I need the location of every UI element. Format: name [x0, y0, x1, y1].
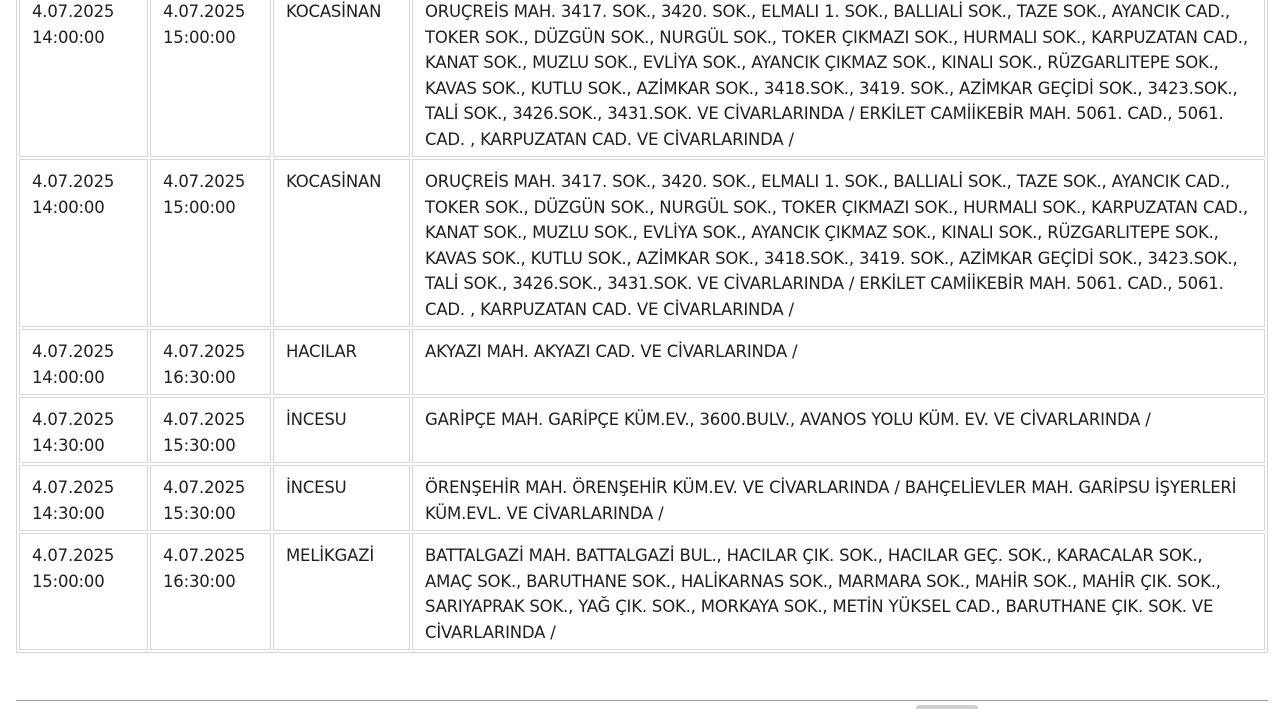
end-cell	[150, 0, 271, 157]
district-cell	[273, 159, 410, 327]
start-cell	[19, 0, 148, 157]
table-row	[19, 397, 1265, 463]
start-cell	[19, 533, 148, 650]
district: KOCASİNAN	[286, 172, 382, 191]
end-cell	[150, 465, 271, 531]
end-time: 15:00:00	[163, 27, 236, 47]
start-cell	[19, 329, 148, 395]
district-cell	[273, 397, 410, 463]
end-date: 4.07.2025	[163, 2, 246, 21]
address-cell	[412, 0, 1265, 157]
district: İNCESU	[286, 410, 347, 429]
end-cell	[150, 159, 271, 327]
start-time: 14:00:00	[32, 27, 105, 47]
table-row	[19, 329, 1265, 395]
address: ORUÇREİS MAH. 3417. SOK., 3420. SOK., ELMALI 1. SOK., BALLIALİ SOK., TAZE SOK., AYANCIK CAD., TOKER SOK., DÜZGÜN SOK., NURGÜL SOK., TOKER ÇIKMAZI SOK., HURMALI SOK., KARPUZATAN CAD., KANAT SOK., MUZLU SOK., EVLİYA SOK., AYANCIK ÇIKMAZ SOK., KINALI SOK., RÜZGARLITEPE SOK., KAVAS SOK., KUTLU SOK., AZİMKAR SOK., 3418.SOK., 3419. SOK., AZİMKAR GEÇİDİ SOK., 3423.SOK., TALİ SOK., 3426.SOK., 3431.SOK. VE CİVARLARINDA / ERKİLET CAMİİKEBİR MAH. 5061. CAD., 5061. CAD. , KARPUZATAN CAD. VE CİVARLARINDA /	[425, 172, 1248, 319]
table-row	[19, 465, 1265, 531]
start-date: 4.07.2025	[32, 478, 115, 497]
address-cell	[412, 159, 1265, 327]
address-cell	[412, 533, 1265, 650]
start-date: 4.07.2025	[32, 410, 115, 429]
address: BATTALGAZİ MAH. BATTALGAZİ BUL., HACILAR ÇIK. SOK., HACILAR GEÇ. SOK., KARACALAR SOK., AMAÇ SOK., BARUTHANE SOK., HALİKARNAS SOK., MARMARA SOK., MAHİR SOK., MAHİR ÇIK. SOK., SARIYAPRAK SOK., YAĞ ÇIK. SOK., MORKAYA SOK., METİN YÜKSEL CAD., BARUTHANE ÇIK. SOK. VE CİVARLARINDA /	[425, 546, 1221, 642]
address-cell	[412, 329, 1265, 395]
end-time: 15:00:00	[163, 197, 236, 217]
start-time: 15:00:00	[32, 571, 105, 591]
address: ORUÇREİS MAH. 3417. SOK., 3420. SOK., ELMALI 1. SOK., BALLIALİ SOK., TAZE SOK., AYANCIK CAD., TOKER SOK., DÜZGÜN SOK., NURGÜL SOK., TOKER ÇIKMAZI SOK., HURMALI SOK., KARPUZATAN CAD., KANAT SOK., MUZLU SOK., EVLİYA SOK., AYANCIK ÇIKMAZ SOK., KINALI SOK., RÜZGARLITEPE SOK., KAVAS SOK., KUTLU SOK., AZİMKAR SOK., 3418.SOK., 3419. SOK., AZİMKAR GEÇİDİ SOK., 3423.SOK., TALİ SOK., 3426.SOK., 3431.SOK. VE CİVARLARINDA / ERKİLET CAMİİKEBİR MAH. 5061. CAD., 5061. CAD. , KARPUZATAN CAD. VE CİVARLARINDA /	[425, 2, 1248, 149]
start-time: 14:00:00	[32, 197, 105, 217]
start-cell	[19, 465, 148, 531]
district-cell	[273, 329, 410, 395]
start-cell	[19, 159, 148, 327]
end-date: 4.07.2025	[163, 342, 246, 361]
end-time: 15:30:00	[163, 503, 236, 523]
start-time: 14:00:00	[32, 367, 105, 387]
end-date: 4.07.2025	[163, 478, 246, 497]
end-time: 15:30:00	[163, 435, 236, 455]
district: İNCESU	[286, 478, 347, 497]
district: MELİKGAZİ	[286, 546, 374, 565]
scrollbar-thumb[interactable]	[916, 705, 978, 709]
district-cell	[273, 0, 410, 157]
table-row	[19, 159, 1265, 327]
district: HACILAR	[286, 342, 357, 361]
bottom-divider	[16, 700, 1268, 701]
start-time: 14:30:00	[32, 503, 105, 523]
table-row	[19, 0, 1265, 157]
district-cell	[273, 465, 410, 531]
start-cell	[19, 397, 148, 463]
address: ÖRENŞEHİR MAH. ÖRENŞEHİR KÜM.EV. VE CİVARLARINDA / BAHÇELİEVLER MAH. GARİPSU İŞYERLERİ KÜM.EVL. VE CİVARLARINDA /	[425, 478, 1237, 523]
district-cell	[273, 533, 410, 650]
address-cell	[412, 397, 1265, 463]
address: AKYAZI MAH. AKYAZI CAD. VE CİVARLARINDA /	[425, 342, 798, 361]
start-date: 4.07.2025	[32, 172, 115, 191]
end-cell	[150, 397, 271, 463]
start-date: 4.07.2025	[32, 2, 115, 21]
end-cell	[150, 533, 271, 650]
address-cell	[412, 465, 1265, 531]
end-date: 4.07.2025	[163, 172, 246, 191]
end-cell	[150, 329, 271, 395]
start-date: 4.07.2025	[32, 342, 115, 361]
end-date: 4.07.2025	[163, 546, 246, 565]
address: GARİPÇE MAH. GARİPÇE KÜM.EV., 3600.BULV., AVANOS YOLU KÜM. EV. VE CİVARLARINDA /	[425, 410, 1151, 429]
district: KOCASİNAN	[286, 2, 382, 21]
start-time: 14:30:00	[32, 435, 105, 455]
end-time: 16:30:00	[163, 571, 236, 591]
end-time: 16:30:00	[163, 367, 236, 387]
outage-table	[16, 0, 1268, 653]
end-date: 4.07.2025	[163, 410, 246, 429]
start-date: 4.07.2025	[32, 546, 115, 565]
table-row	[19, 533, 1265, 650]
